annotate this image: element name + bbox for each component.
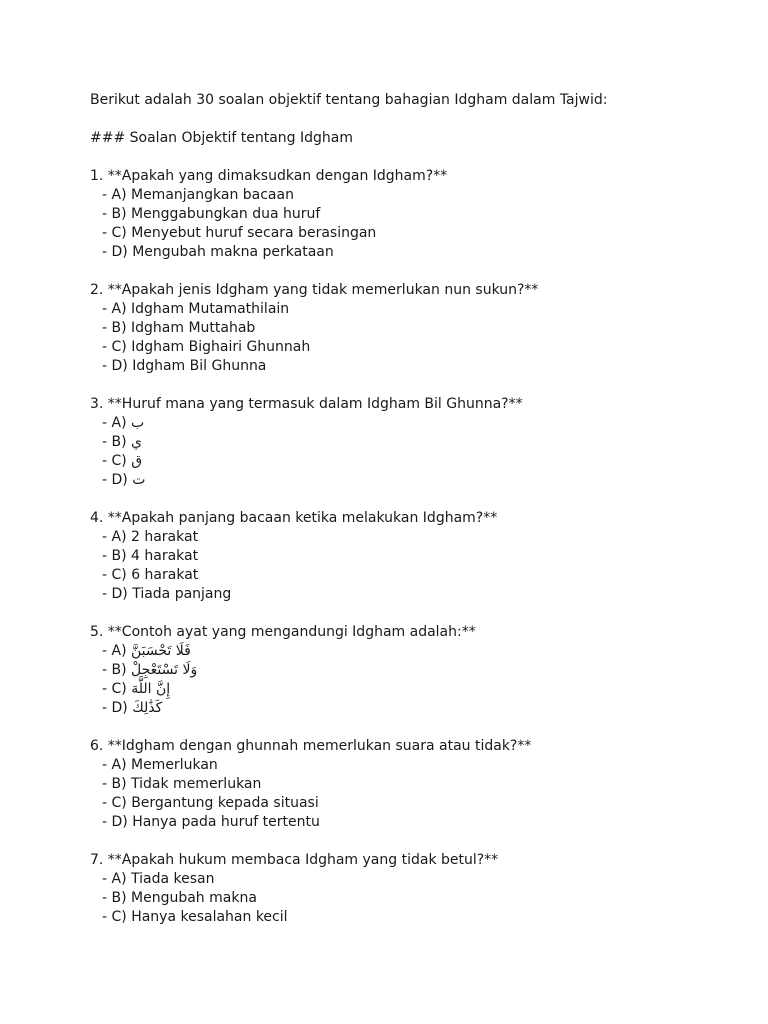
answer-option: - A) ب (102, 415, 145, 431)
answer-option: - D) ت (102, 472, 146, 488)
spacer (90, 490, 730, 509)
spacer (90, 262, 730, 281)
section-heading: ### Soalan Objektif tentang Idgham (90, 130, 353, 146)
answer-option: - B) Menggabungkan dua huruf (102, 206, 321, 222)
question-block (90, 623, 730, 737)
spacer (90, 718, 730, 737)
question-text: 5. **Contoh ayat yang mengandungi Idgham adalah:** (90, 624, 476, 640)
answer-option: - B) وَلَا تَسْتَعْجِلْ (102, 662, 198, 678)
answer-option: - B) ي (102, 434, 142, 450)
answer-option: - A) 2 harakat (102, 529, 199, 545)
answer-option: - D) Mengubah makna perkataan (102, 244, 334, 260)
question-block (90, 851, 730, 927)
answer-option: - A) Idgham Mutamathilain (102, 301, 290, 317)
answer-option: - A) Tiada kesan (102, 871, 215, 887)
answer-option: - C) إِنَّ اللَّهَ (102, 681, 171, 697)
spacer (90, 832, 730, 851)
intro-text: Berikut adalah 30 soalan objektif tentang bahagian Idgham dalam Tajwid: (90, 92, 608, 108)
answer-option: - A) Memanjangkan bacaan (102, 187, 294, 203)
question-text: 6. **Idgham dengan ghunnah memerlukan suara atau tidak?** (90, 738, 532, 754)
question-text: 7. **Apakah hukum membaca Idgham yang tidak betul?** (90, 852, 499, 868)
question-list (90, 167, 730, 927)
spacer (90, 110, 730, 129)
answer-option: - C) Hanya kesalahan kecil (102, 909, 288, 925)
question-block (90, 167, 730, 281)
answer-option: - A) Memerlukan (102, 757, 218, 773)
question-text: 1. **Apakah yang dimaksudkan dengan Idgham?** (90, 168, 448, 184)
answer-option: - D) Idgham Bil Ghunna (102, 358, 267, 374)
answer-option: - B) Tidak memerlukan (102, 776, 262, 792)
question-block (90, 509, 730, 623)
answer-option: - B) Idgham Muttahab (102, 320, 256, 336)
question-block (90, 395, 730, 509)
answer-option: - D) Tiada panjang (102, 586, 232, 602)
answer-option: - C) Bergantung kepada situasi (102, 795, 319, 811)
document-body (90, 91, 730, 927)
question-block (90, 737, 730, 851)
question-text: 2. **Apakah jenis Idgham yang tidak memerlukan nun sukun?** (90, 282, 539, 298)
question-block (90, 281, 730, 395)
answer-option: - D) Hanya pada huruf tertentu (102, 814, 320, 830)
answer-option: - C) 6 harakat (102, 567, 199, 583)
spacer (90, 376, 730, 395)
question-text: 4. **Apakah panjang bacaan ketika melakukan Idgham?** (90, 510, 498, 526)
answer-option: - C) Idgham Bighairi Ghunnah (102, 339, 311, 355)
answer-option: - C) Menyebut huruf secara berasingan (102, 225, 377, 241)
spacer (90, 604, 730, 623)
question-text: 3. **Huruf mana yang termasuk dalam Idgham Bil Ghunna?** (90, 396, 523, 412)
answer-option: - D) كَذَٰلِكَ (102, 700, 163, 716)
answer-option: - C) ق (102, 453, 143, 469)
answer-option: - B) 4 harakat (102, 548, 199, 564)
answer-option: - B) Mengubah makna (102, 890, 257, 906)
answer-option: - A) فَلَا تَحْسَبَنَّ (102, 643, 191, 659)
spacer (90, 148, 730, 167)
